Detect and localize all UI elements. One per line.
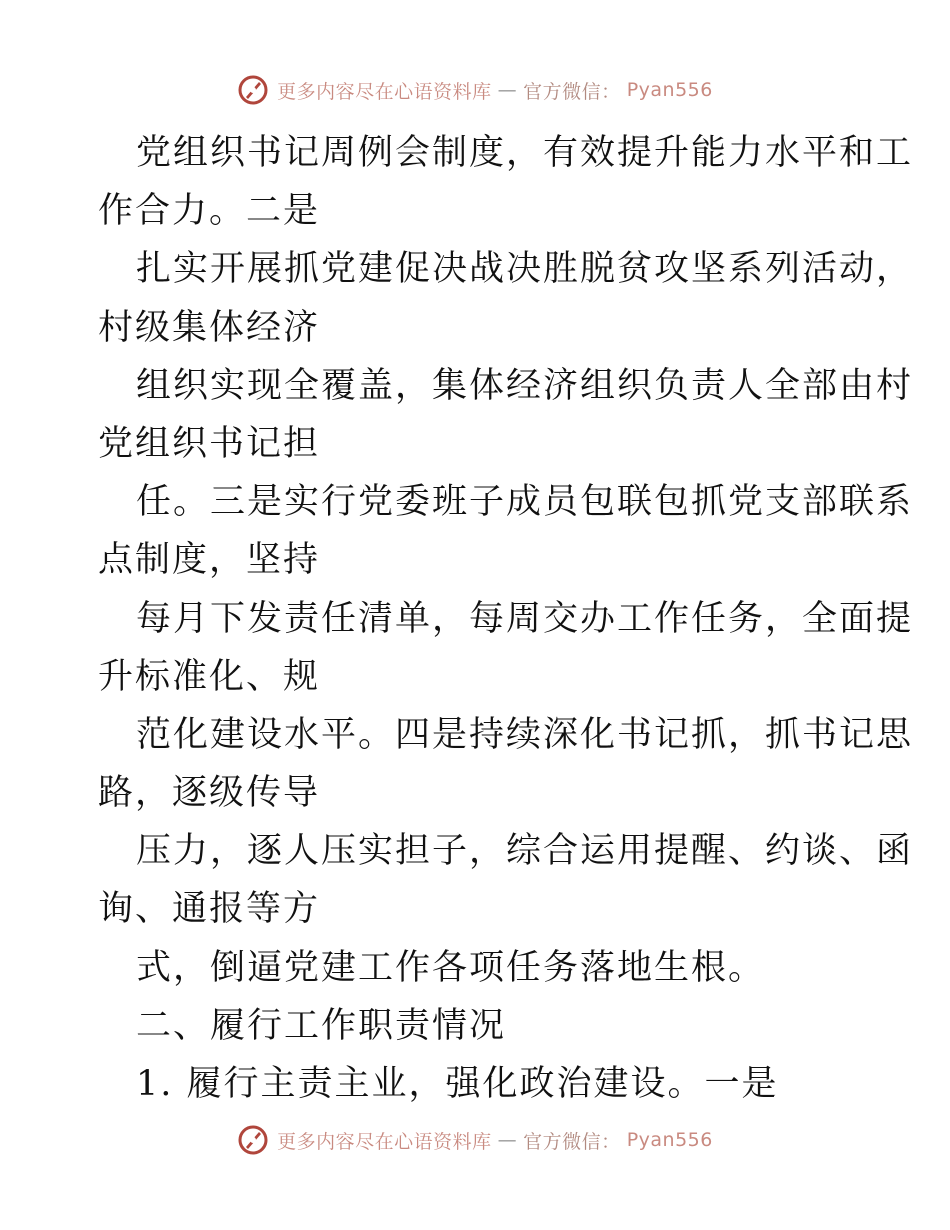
header-separator: — <box>497 79 518 101</box>
text-line: 作合力。二是 <box>98 191 321 232</box>
text-line: 1. 履行主责主业，强化政治建设。一是 <box>136 1064 779 1104</box>
text-line: 范化建设水平。四是持续深化书记抓，抓书记思 <box>136 714 914 755</box>
footer-banner <box>0 1120 950 1160</box>
document-body <box>98 124 914 1113</box>
text-line: 党组织书记担 <box>98 423 321 464</box>
text-line: 村级集体经济 <box>98 307 321 348</box>
quill-logo-icon <box>237 74 269 106</box>
footer-separator: — <box>497 1129 518 1151</box>
text-line: 压力，逐人压实担子，综合运用提醒、约谈、函 <box>136 831 914 872</box>
header-brand-text: 更多内容尽在心语资料库 <box>277 80 492 103</box>
text-line: 升标准化、规 <box>98 656 321 697</box>
header-banner <box>0 70 950 110</box>
header-wechat-id: Pyan556 <box>626 79 713 101</box>
text-line: 点制度，坚持 <box>98 540 321 581</box>
header-wechat-label: 官方微信： <box>523 80 621 103</box>
text-line: 党组织书记周例会制度，有效提升能力水平和工 <box>136 133 914 173</box>
footer-wechat-label: 官方微信： <box>523 1130 621 1153</box>
section-heading: 二、履行工作职责情况 <box>136 1005 507 1046</box>
text-line: 任。三是实行党委班子成员包联包抓党支部联系 <box>136 482 914 523</box>
text-line: 组织实现全覆盖，集体经济组织负责人全部由村 <box>136 365 914 406</box>
text-line: 扎实开展抓党建促决战决胜脱贫攻坚系列活动， <box>136 249 914 290</box>
text-line: 询、通报等方 <box>98 889 321 930</box>
footer-brand-text: 更多内容尽在心语资料库 <box>277 1130 492 1153</box>
footer-wechat-id: Pyan556 <box>626 1129 713 1151</box>
text-line: 式，倒逼党建工作各项任务落地生根。 <box>136 947 766 988</box>
text-line: 每月下发责任清单，每周交办工作任务，全面提 <box>136 598 914 639</box>
quill-logo-icon <box>237 1124 269 1156</box>
text-line: 路，逐级传导 <box>98 773 321 814</box>
